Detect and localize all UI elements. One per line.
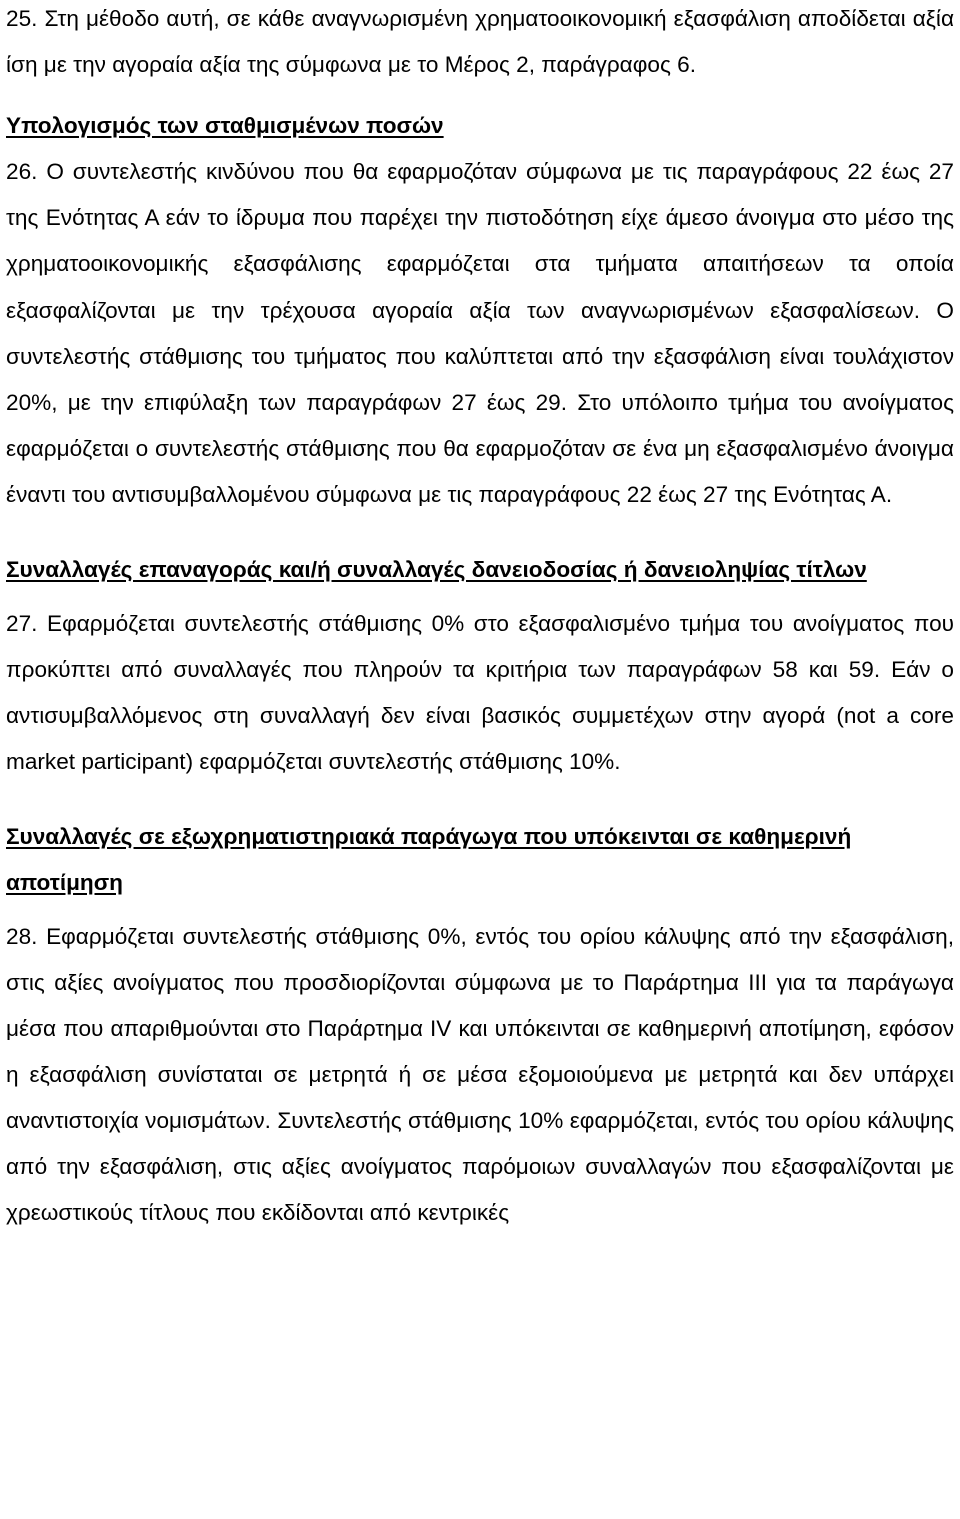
paragraph-26 (6, 149, 954, 518)
paragraph-25 (6, 0, 954, 88)
section-heading-otc-derivatives (6, 814, 954, 906)
heading-text: Συναλλαγές σε εξωχρηματιστηριακά παράγωγα που υπόκεινται σε καθημερινή αποτίμηση (6, 823, 852, 895)
paragraph-text: Στη μέθοδο αυτή, σε κάθε αναγνωρισμένη χρηματοοικονομική εξασφάλιση αποδίδεται αξία ίση με την αγοραία αξία της σύμφωνα με το Μέρος 2, παράγραφος 6. (6, 6, 955, 78)
paragraph-number: 26. (6, 159, 38, 185)
section-heading-weighted-amounts (6, 103, 954, 149)
paragraph-27 (6, 601, 954, 785)
heading-text: Υπολογισμός των σταθμισμένων ποσών (6, 113, 444, 139)
heading-text: Συναλλαγές επαναγοράς και/ή συναλλαγές δανειοδοσίας ή δανειοληψίας τίτλων (6, 557, 867, 583)
paragraph-number: 25. (6, 6, 38, 31)
paragraph-text: Εφαρμόζεται συντελεστής στάθμισης 0%, εντός του ορίου κάλυψης από την εξασφάλιση, στις αξίες ανοίγματος που προσδιορίζονται σύμφωνα με το Παράρτημα ΙΙΙ για τα παράγωγα μέσα που απαριθμούνται στο Παράρτημα IV και υπόκεινται σε καθημερινή αποτίμηση, εφόσον η εξασφάλιση συνίσταται σε μετρητά ή σε μέσα εξομοιούμενα με μετρητά και δεν υπάρχει αναντιστοιχία νομισμάτων. Συντελεστής στάθμισης 10% εφαρμόζεται, εντός του ορίου κάλυψης από την εξασφάλιση, στις αξίες ανοίγματος παρόμοιων συναλλαγών που εξασφαλίζονται με χρεωστικούς τίτλους που εκδίδονται από κεντρικές (6, 923, 954, 1226)
document-page (6, 0, 954, 1236)
section-heading-repo-transactions (6, 547, 954, 593)
paragraph-text: Ο συντελεστής κινδύνου που θα εφαρμοζόταν σύμφωνα με τις παραγράφους 22 έως 27 της Ενότητας Α εάν το ίδρυμα που παρέχει την πιστοδότηση είχε άμεσο άνοιγμα στο μέσο της χρηματοοικονομικής εξασφάλισης εφαρμόζεται στα τμήματα απαιτήσεων τα οποία εξασφαλίζονται με την τρέχουσα αγοραία αξία των αναγνωρισμένων εξασφαλίσεων. Ο συντελεστής στάθμισης του τμήματος που καλύπτεται από την εξασφάλιση είναι τουλάχιστον 20%, με την επιφύλαξη των παραγράφων 27 έως 29. Στο υπόλοιπο τμήμα του ανοίγματος εφαρμόζεται ο συντελεστής στάθμισης που θα εφαρμοζόταν σε ένα μη εξασφαλισμένο άνοιγμα έναντι του αντισυμβαλλομένου σύμφωνα με τις παραγράφους 22 έως 27 της Ενότητας Α. (6, 159, 954, 507)
paragraph-text: Εφαρμόζεται συντελεστής στάθμισης 0% στο εξασφαλισμένο τμήμα του ανοίγματος που προκύπτει από συναλλαγές που πληρούν τα κριτήρια των παραγράφων 58 και 59. Εάν ο αντισυμβαλλόμενος στη συναλλαγή δεν είναι βασικός συμμετέχων στην αγορά (not a core market participant) εφαρμόζεται συντελεστής στάθμισης 10%. (6, 611, 954, 775)
paragraph-28 (6, 914, 954, 1237)
paragraph-number: 28. (6, 923, 38, 949)
paragraph-number: 27. (6, 611, 38, 637)
